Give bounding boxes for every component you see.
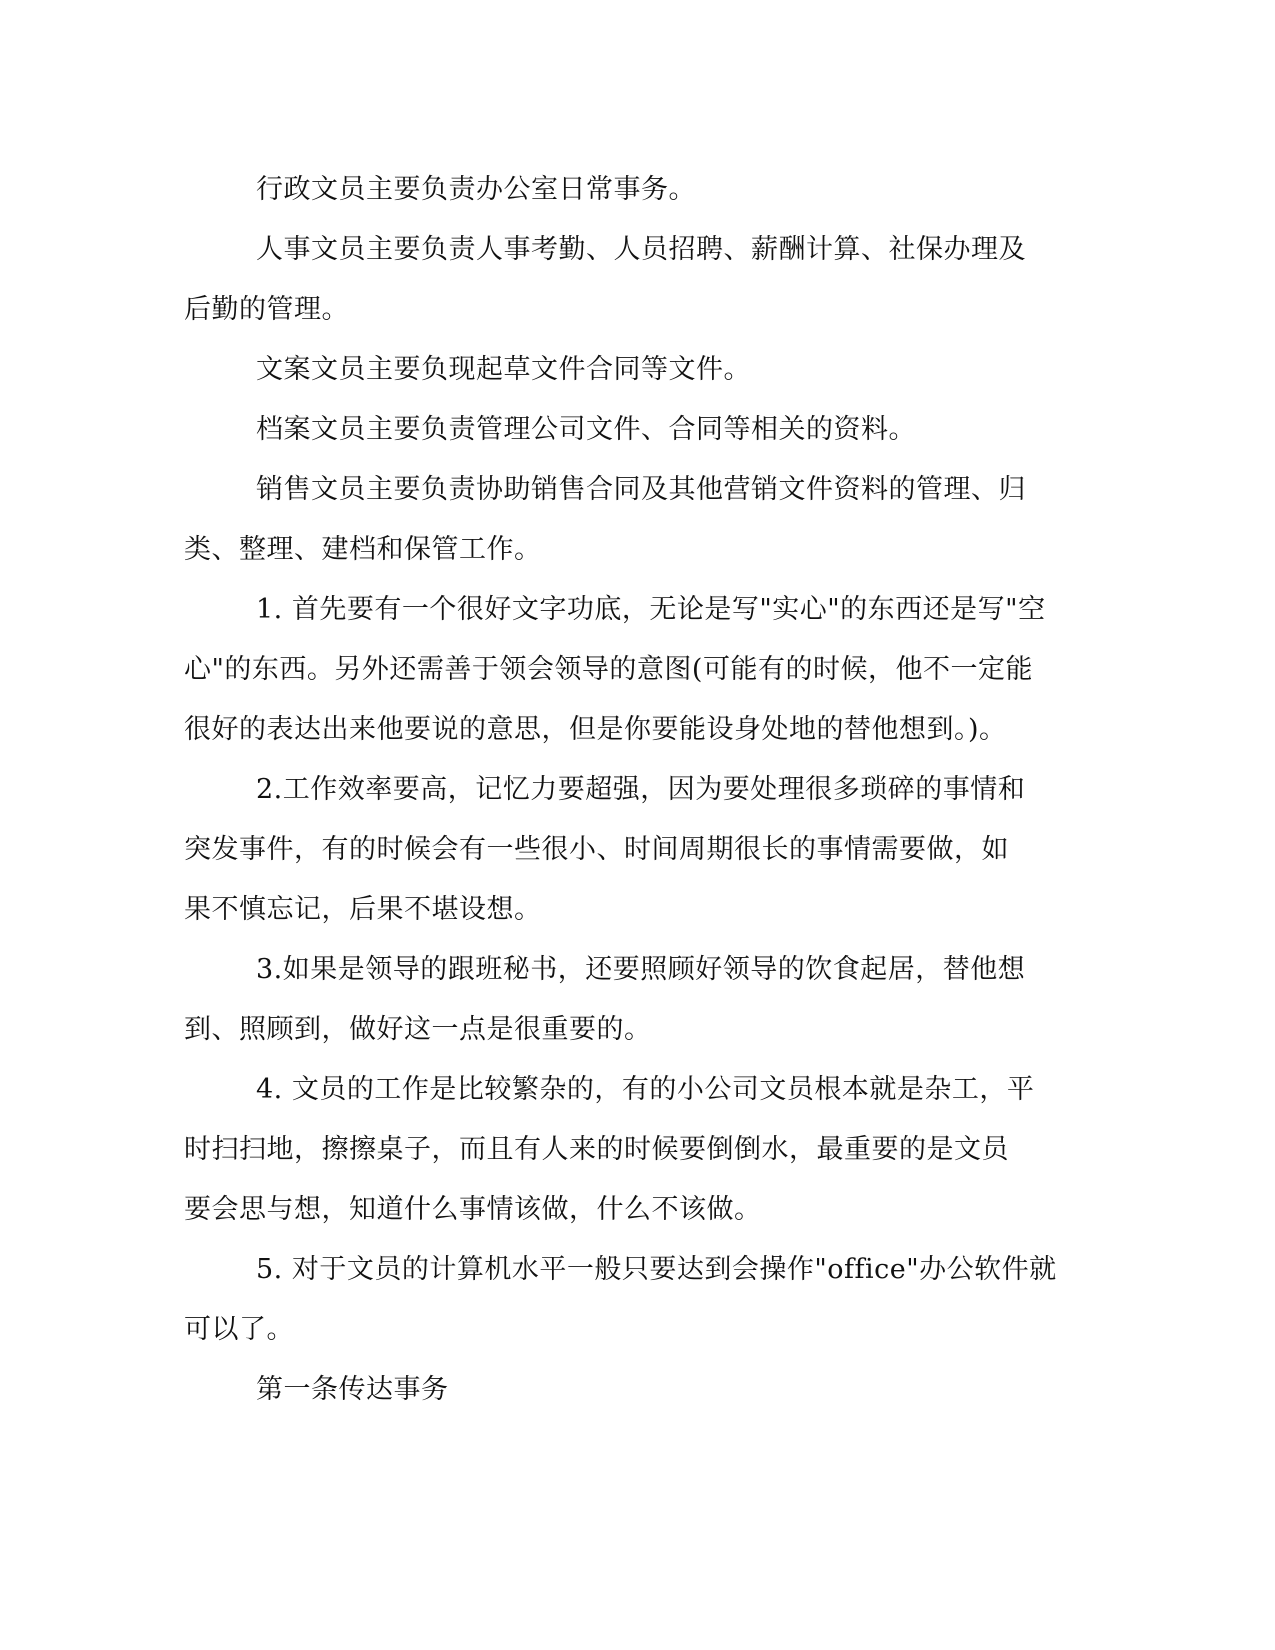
paragraph-sales-clerk: 销售文员主要负责协助销售合同及其他营销文件资料的管理、归 类、整理、建档和保管工作。 bbox=[184, 474, 1026, 565]
paragraph-admin-clerk: 行政文员主要负责办公室日常事务。 bbox=[256, 174, 696, 205]
paragraph-point-1: 1. 首先要有一个很好文字功底，无论是写"实心"的东西还是写"空 心"的东西。另外还需善于领会领导的意图(可能有的时候，他不一定能 很好的表达出来他要说的意思，但是你要能设身处地的替他想到。)。 bbox=[184, 594, 1046, 745]
section-heading-article-1: 第一条传达事务 bbox=[256, 1374, 449, 1405]
paragraph-archive-clerk: 档案文员主要负责管理公司文件、合同等相关的资料。 bbox=[256, 414, 916, 445]
paragraph-copywriting-clerk: 文案文员主要负现起草文件合同等文件。 bbox=[256, 354, 751, 385]
paragraph-point-2: 2.工作效率要高，记忆力要超强，因为要处理很多琐碎的事情和 突发事件，有的时候会有一些很小、时间周期很长的事情需要做，如 果不慎忘记，后果不堪设想。 bbox=[184, 774, 1026, 925]
paragraph-hr-clerk: 人事文员主要负责人事考勤、人员招聘、薪酬计算、社保办理及 后勤的管理。 bbox=[184, 234, 1026, 325]
paragraph-point-3: 3.如果是领导的跟班秘书，还要照顾好领导的饮食起居，替他想 到、照顾到，做好这一点是很重要的。 bbox=[184, 954, 1026, 1045]
paragraph-point-5: 5. 对于文员的计算机水平一般只要达到会操作"office"办公软件就 可以了。 bbox=[184, 1254, 1057, 1345]
paragraph-point-4: 4. 文员的工作是比较繁杂的，有的小公司文员根本就是杂工，平 时扫扫地，擦擦桌子，而且有人来的时候要倒倒水，最重要的是文员 要会思与想，知道什么事情该做，什么不该做。 bbox=[184, 1074, 1035, 1225]
document-body bbox=[184, 160, 1064, 1420]
